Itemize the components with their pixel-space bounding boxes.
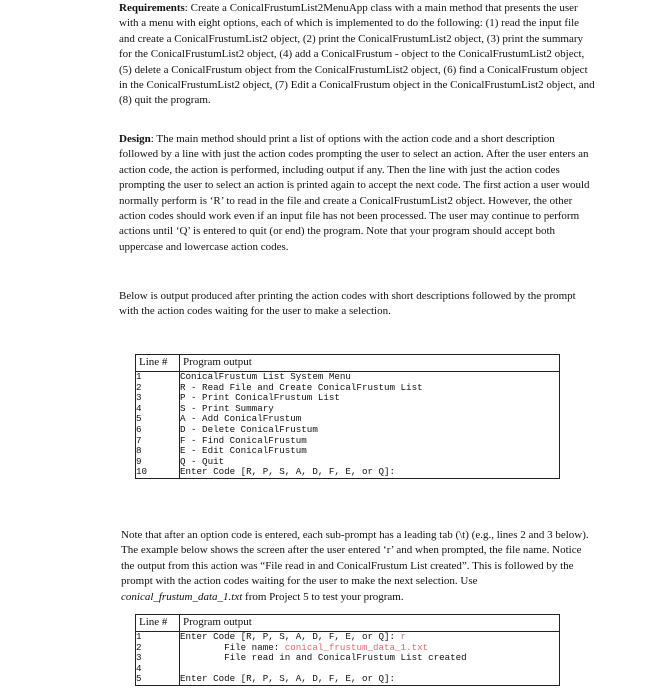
line-number: 3 — [136, 393, 142, 404]
line-number: 10 — [136, 467, 148, 478]
design-label: Design — [119, 133, 151, 145]
output-line: S - Print Summary — [180, 403, 274, 414]
file-name-prompt: File name: — [180, 642, 285, 653]
below-paragraph: Below is output produced after printing the action codes with short descriptions followed by the prompt with the action codes waiting for the user to make a selection. — [119, 290, 576, 318]
program-output-header: Program output — [180, 355, 560, 372]
line-number: 2 — [136, 382, 142, 393]
output-line: P - Print ConicalFrustum List — [180, 393, 340, 404]
line-number-header: Line # — [136, 355, 180, 372]
line-number: 5 — [136, 674, 142, 685]
output-line: Enter Code [R, P, S, A, D, F, E, or Q]: — [180, 467, 396, 478]
line-number: 9 — [136, 456, 142, 467]
design-paragraph — [119, 132, 595, 255]
line-number: 7 — [136, 435, 142, 446]
line-number: 3 — [136, 653, 142, 664]
line-number: 6 — [136, 424, 142, 435]
requirements-label: Requirements — [119, 2, 185, 14]
requirements-paragraph — [119, 1, 595, 109]
line-number: 4 — [136, 403, 142, 414]
requirements-text: : Create a ConicalFrustumList2MenuApp class with a main method that presents the user with a menu with eight options, each of which is implemented to do the following: (1) read the input file and create a ConicalFrustumList2 object, (2) print the ConicalFrustumList2 object, (3) print the summary for the ConicalFrustumList2 object, (4) add a ConicalFrustum - object to the ConicalFrustumList2 object, (5) delete a ConicalFrustum object from the ConicalFrustumList2 object, (6) find a ConicalFrustum object in the ConicalFrustumList2 object, (7) Edit a ConicalFrustum object in the ConicalFrustumList2 object, and (8) quit the program. — [119, 2, 595, 107]
line-numbers — [136, 632, 180, 686]
code-prompt: Enter Code [R, P, S, A, D, F, E, or Q]: — [180, 632, 401, 642]
program-output — [180, 632, 560, 686]
data-filename: conical_frustum_data_1.txt — [121, 590, 243, 603]
output-line: Q - Quit — [180, 456, 225, 467]
note-text: Note that after an option code is entered, each sub-prompt has a leading tab (\t) (e.g., lines 2 and 3 below). The example below shows the screen after the user entered ‘r’ and when prompted, the file name. Notice the output from this action was “File read in and ConicalFrustum List created”. This is followed by the prompt with the action codes waiting for the user to make the next selection. Use — [121, 529, 589, 588]
output-line: ConicalFrustum List System Menu — [180, 372, 351, 382]
line-number-header: Line # — [136, 615, 180, 632]
note-text-end: from Project 5 to test your program. — [242, 590, 404, 603]
line-numbers — [136, 372, 180, 479]
output-line: Enter Code [R, P, S, A, D, F, E, or Q]: — [180, 674, 396, 685]
output-line: A - Add ConicalFrustum — [180, 414, 302, 425]
output-line: E - Edit ConicalFrustum — [180, 446, 307, 457]
output-line: F - Find ConicalFrustum — [180, 435, 307, 446]
note-paragraph — [121, 528, 593, 605]
output-line — [180, 632, 559, 643]
read-file-output-table — [135, 614, 560, 686]
output-line: R - Read File and Create ConicalFrustum List — [180, 382, 423, 393]
output-line — [180, 643, 559, 654]
line-number: 1 — [136, 632, 142, 642]
line-number: 1 — [136, 372, 142, 382]
output-line: File read in and ConicalFrustum List created — [180, 653, 467, 664]
user-input: r — [400, 632, 407, 642]
program-output — [180, 372, 560, 479]
line-number: 5 — [136, 414, 142, 425]
design-text: : The main method should print a list of options with the action code and a short description followed by a line with just the action codes prompting the user to select an action. After the user enters an action code, the action is performed, including output if any. Then the line with just the action codes prompting the user to select an action is printed again to accept the next code. The first action a user would normally perform is ‘R’ to read in the file and create a ConicalFrustumList2 object. However, the other action codes should work even if an input file has not been processed. The user may continue to perform actions until ‘Q’ is entered to quit (or end) the program. Note that your program should accept both uppercase and lowercase action codes. — [119, 133, 590, 253]
line-number: 2 — [136, 642, 142, 653]
line-number: 4 — [136, 663, 142, 674]
output-line: D - Delete ConicalFrustum — [180, 424, 318, 435]
line-number: 8 — [136, 446, 142, 457]
output-line — [180, 664, 559, 675]
menu-output-table — [135, 354, 560, 479]
user-input: conical_frustum_data_1.txt — [284, 642, 429, 653]
program-output-header: Program output — [180, 615, 560, 632]
